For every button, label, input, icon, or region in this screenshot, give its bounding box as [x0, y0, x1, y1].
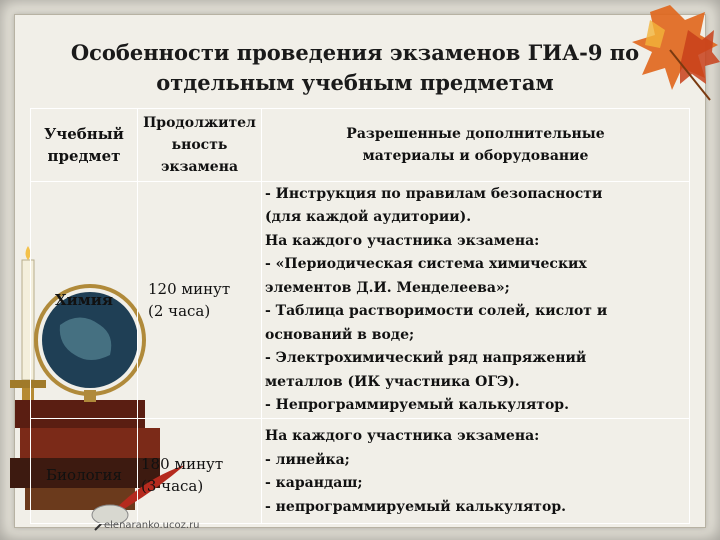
header-materials: Разрешенные дополнительные материалы и оборудование [262, 109, 690, 182]
table-row [31, 182, 690, 419]
site-watermark: elenaranko.ucoz.ru [104, 520, 200, 531]
cell-subject: Химия [31, 182, 138, 419]
table-header-row [31, 109, 690, 182]
cell-materials: На каждого участника экзамена: - линейка; - карандаш; - непрограммируемый калькулятор. [262, 419, 690, 524]
exam-table [30, 108, 690, 524]
cell-materials: - Инструкция по правилам безопасности (для каждой аудитории). На каждого участника экзамена: - «Периодическая система химических элементов Д.И. Менделеева»; - Таблица растворимости солей, кислот и оснований в воде; - Электрохимический ряд напряжений металлов (ИК участника ОГЭ). - Непрограммируемый калькулятор. [262, 182, 690, 419]
cell-duration: 180 минут (3 часа) [138, 419, 262, 524]
cell-subject: Биология [31, 419, 138, 524]
title-line-2: отдельным учебным предметам [156, 70, 554, 95]
title-line-1: Особенности проведения экзаменов ГИА-9 по [70, 40, 640, 65]
header-duration: Продолжител ьность экзамена [138, 109, 262, 182]
page-title [50, 38, 660, 98]
cell-duration: 120 минут (2 часа) [138, 182, 262, 419]
header-subject: Учебный предмет [31, 109, 138, 182]
table-row [31, 419, 690, 524]
